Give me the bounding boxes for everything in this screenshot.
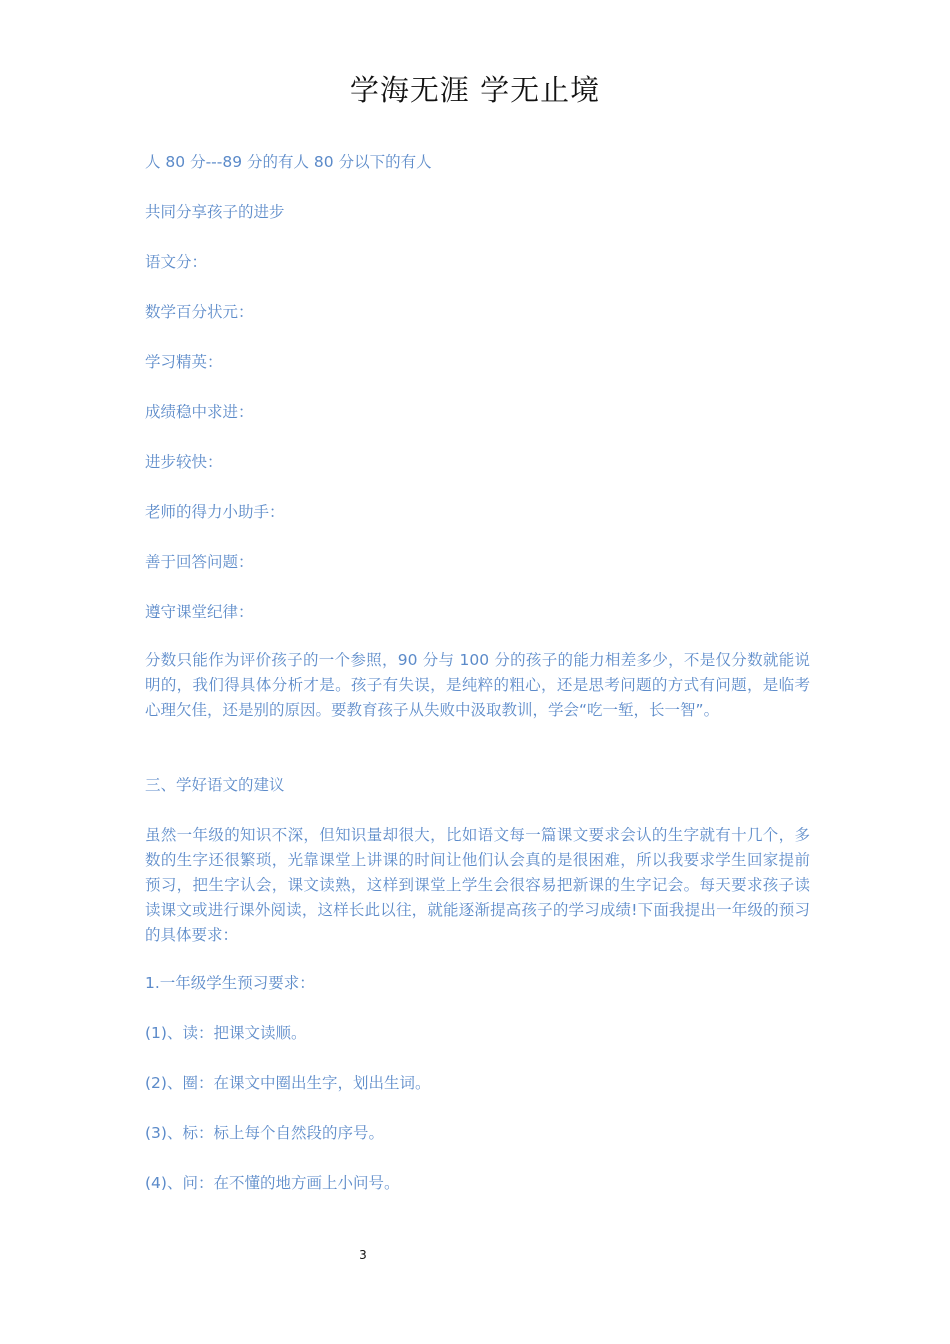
paragraph-score-reference: 分数只能作为评价孩子的一个参照，90 分与 100 分的孩子的能力相差多少，不是仅分数就能说明的，我们得具体分析才是。孩子有失误，是纯粹的粗心，还是思考问题的方式有问题，是临考心理欠佳，还是别的原因。要教育孩子从失败中汲取教训，学会“吃一堑，长一智”。 [145,651,810,719]
steady-progress-line: 成绩稳中求进： [145,403,254,421]
preview-heading: 1.一年级学生预习要求： [145,974,315,992]
paragraph-suggestion: 虽然一年级的知识不深，但知识量却很大，比如语文每一篇课文要求会认的生字就有十几个，多数的生字还很繁琐，光靠课堂上讲课的时间让他们认会真的是很困难，所以我要求学生回家提前预习，把生字认会，课文读熟，这样到课堂上学生会很容易把新课的生字记会。每天要求孩子读读课文或进行课外阅读，这样长此以往，就能逐渐提高孩子的学习成绩!下面我提出一年级的预习的具体要求： [145,826,810,944]
study-elite-line: 学习精英： [145,353,223,371]
share-progress-line: 共同分享孩子的进步 [145,203,285,221]
preview-item-ask: (4)、问：在不懂的地方画上小问号。 [145,1174,400,1192]
page-number: 3 [359,1248,367,1262]
math-top-line: 数学百分状元： [145,303,254,321]
header-title: 学海无涯 学无止境 [349,73,601,107]
teacher-helper-line: 老师的得力小助手： [145,503,285,521]
chinese-score-line: 语文分： [145,253,208,271]
score-distribution-line: 人 80 分---89 分的有人 80 分以下的有人 [145,153,432,171]
preview-item-circle: (2)、圈：在课文中圈出生字，划出生词。 [145,1074,431,1092]
good-answer-line: 善于回答问题： [145,553,254,571]
fast-progress-line: 进步较快： [145,453,223,471]
section-heading: 三、学好语文的建议 [145,776,285,794]
discipline-line: 遵守课堂纪律： [145,603,254,621]
preview-item-mark: (3)、标：标上每个自然段的序号。 [145,1124,384,1142]
preview-item-read: (1)、读：把课文读顺。 [145,1024,307,1042]
